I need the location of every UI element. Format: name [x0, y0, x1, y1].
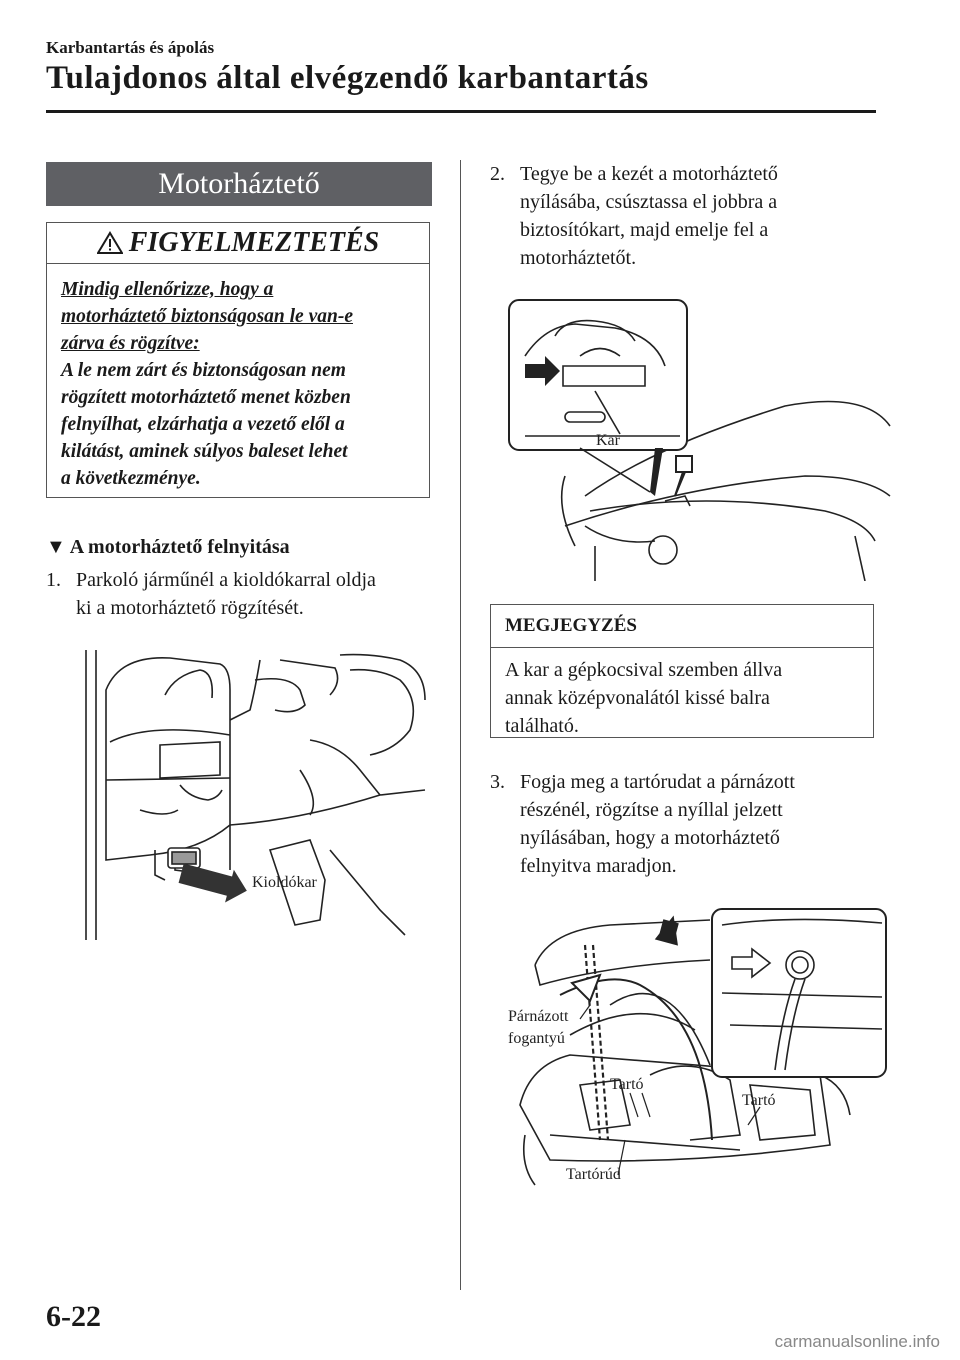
step-text: nyílásában, hogy a motorháztető — [520, 827, 780, 849]
step-1 — [46, 566, 446, 622]
subheading: ▼ A motorháztető felnyitása — [46, 536, 290, 558]
figure-label-holder: Tartó — [610, 1076, 644, 1093]
step-text: részénél, rögzítse a nyíllal jelzett — [520, 799, 783, 821]
note-body — [491, 648, 873, 748]
hood-lever-illustration — [505, 296, 895, 581]
note-line: A kar a gépkocsival szemben állva — [505, 659, 783, 681]
watermark: carmanualsonline.info — [774, 1332, 940, 1351]
warning-line: zárva és rögzítve: — [61, 333, 200, 354]
warning-line: A le nem zárt és biztonságosan nem — [61, 360, 346, 381]
column-divider — [460, 160, 461, 1290]
warning-box — [46, 222, 430, 498]
step-3 — [490, 768, 890, 880]
note-line: található. — [505, 715, 579, 737]
step-text: nyílásába, csúsztassa el jobbra a — [520, 191, 778, 213]
figure-label-release-lever: Kioldókar — [252, 874, 317, 891]
step-text: biztosítókart, majd emelje fel a — [520, 219, 769, 241]
figure-label-padded-grip: fogantyú — [508, 1030, 565, 1047]
warning-header — [47, 223, 429, 264]
warning-line: rögzített motorháztető menet közben — [61, 387, 351, 408]
step-text: Parkoló járműnél a kioldókarral oldja — [76, 569, 376, 591]
figure-label-holder: Tartó — [742, 1092, 776, 1109]
warning-line: kilátást, aminek súlyos baleset lehet — [61, 441, 348, 462]
figure-label-lever: Kar — [596, 432, 620, 449]
step-text: ki a motorháztető rögzítését. — [76, 597, 304, 619]
step-number: 3. — [490, 771, 505, 793]
step-number: 2. — [490, 163, 505, 185]
warning-line: felnyílhat, elzárhatja a vezető elől a — [61, 414, 345, 435]
warning-line: motorháztető biztonságosan le van-e — [61, 306, 353, 327]
warning-line: Mindig ellenőrizze, hogy a — [61, 279, 274, 300]
step-text: Tegye be a kezét a motorháztető — [520, 163, 778, 185]
warning-title: FIGYELMEZTETÉS — [128, 227, 380, 258]
header-rule — [46, 110, 876, 113]
header-section: Karbantartás és ápolás — [46, 38, 215, 57]
step-text: Fogja meg a tartórudat a párnázott — [520, 771, 795, 793]
hood-release-lever-illustration — [80, 650, 430, 940]
note-line: annak középvonalától kissé balra — [505, 687, 770, 709]
note-box — [490, 604, 874, 738]
step-number: 1. — [46, 569, 61, 591]
step-text: motorháztetőt. — [520, 247, 637, 269]
page-title: Tulajdonos által elvégzendő karbantartás — [46, 60, 649, 96]
warning-triangle-icon — [97, 231, 123, 255]
warning-line: a következménye. — [61, 468, 201, 489]
note-title: MEGJEGYZÉS — [491, 605, 873, 648]
page-number: 6-22 — [46, 1300, 101, 1333]
figure-label-support-rod: Tartórúd — [566, 1166, 621, 1183]
step-text: felnyitva maradjon. — [520, 855, 677, 877]
warning-body — [47, 264, 429, 492]
step-2 — [490, 160, 890, 272]
section-title: Motorháztető — [46, 162, 432, 206]
figure-label-padded-grip: Párnázott — [508, 1008, 569, 1025]
